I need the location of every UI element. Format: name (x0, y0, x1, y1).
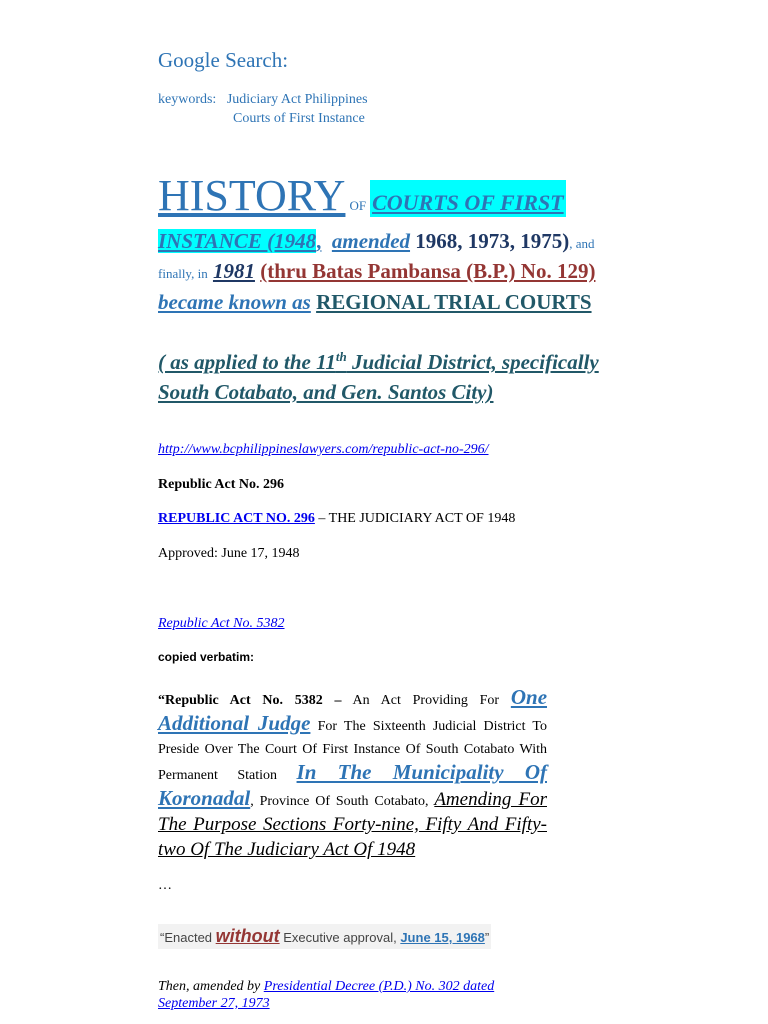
ra296-desc: – THE JUDICIARY ACT OF 1948 (314, 511, 516, 526)
then-amended: Then, amended by (158, 979, 264, 994)
years-paren: ) (562, 229, 570, 253)
ra5382-link[interactable]: Republic Act No. 5382 (158, 616, 285, 631)
approved-date: Approved: June 17, 1948 (158, 546, 300, 561)
enacted-mid: Executive approval, (279, 930, 401, 945)
history-heading: HISTORY (158, 171, 346, 220)
quote-part-3: , Province Of South Cotabato, (250, 794, 435, 809)
quote-open: “Republic Act No. 5382 – (158, 693, 342, 708)
ra296-line (158, 511, 515, 527)
subheading-sup: th (335, 349, 347, 364)
heading-line-1 (158, 170, 566, 221)
enacted-note (158, 924, 491, 949)
ra296-link[interactable]: REPUBLIC ACT NO. 296 (158, 511, 315, 526)
amending-sections: Amending For The Purpose Sections Forty-nine, Fifty And Fifty-two Of The Judiciary Act Of 1948 (158, 789, 547, 860)
became-known-as: became known as (158, 290, 311, 314)
subheading-pre: ( as applied to the 11 (158, 350, 336, 374)
source-url-link[interactable]: http://www.bcphilippineslawyers.com/republic-act-no-296/ (158, 442, 489, 457)
copied-verbatim-label: copied verbatim: (158, 650, 255, 664)
pd-302-date-link[interactable]: September 27, 1973 (158, 996, 270, 1011)
subheading-line-1 (158, 349, 599, 375)
heading-line-4 (158, 290, 592, 315)
subheading-post: Judicial District, specifically (346, 350, 599, 374)
quote-part-2: For The Sixteenth Judicial District To Preside Over The Court Of First Instance Of South Cotabato With Permanent Station (158, 719, 547, 783)
amendment-years: 1968, 1973, 1975 (415, 229, 563, 253)
keyword-2: Courts of First Instance (233, 111, 365, 126)
keyword-1: Judiciary Act Philippines (226, 92, 368, 107)
ra296-title: Republic Act No. 296 (158, 477, 284, 492)
one-additional-judge: One Additional Judge (158, 685, 548, 735)
year-1981: 1981 (212, 259, 255, 283)
without-word: without (215, 926, 280, 946)
quote-part-1: An Act Providing For (341, 693, 511, 708)
thru-batas-pambansa: (thru Batas Pambansa (B.P.) No. 129) (260, 259, 596, 283)
heading-line-2 (158, 229, 595, 254)
keywords-line (158, 92, 368, 108)
enacted-date-link[interactable]: June 15, 1968 (400, 930, 485, 945)
heading-line-3 (158, 259, 595, 284)
and-word: , and (569, 236, 595, 251)
municipality-of-koronadal: In The Municipality Of Koronadal (158, 760, 547, 810)
then-amended-line (158, 979, 494, 995)
of-word: OF (349, 198, 367, 213)
ellipsis: … (158, 878, 172, 893)
subheading-line-2: South Cotabato, and Gen. Santos City) (158, 380, 494, 404)
enacted-close: ” (484, 930, 490, 945)
regional-trial-courts: REGIONAL TRIAL COURTS (316, 290, 592, 314)
courts-of-first-highlight: COURTS OF FIRST (370, 180, 566, 217)
amended-word: amended (331, 229, 411, 253)
google-search-title: Google Search: (158, 48, 289, 72)
instance-comma: , (316, 229, 322, 253)
ra5382-quote (158, 686, 547, 863)
finally-in: finally, in (158, 266, 208, 281)
enacted-open: “Enacted (160, 930, 216, 945)
pd-302-link[interactable]: Presidential Decree (P.D.) No. 302 dated (263, 979, 495, 994)
keywords-label: keywords: (158, 92, 217, 107)
instance-1948: INSTANCE (1948 (158, 229, 317, 253)
